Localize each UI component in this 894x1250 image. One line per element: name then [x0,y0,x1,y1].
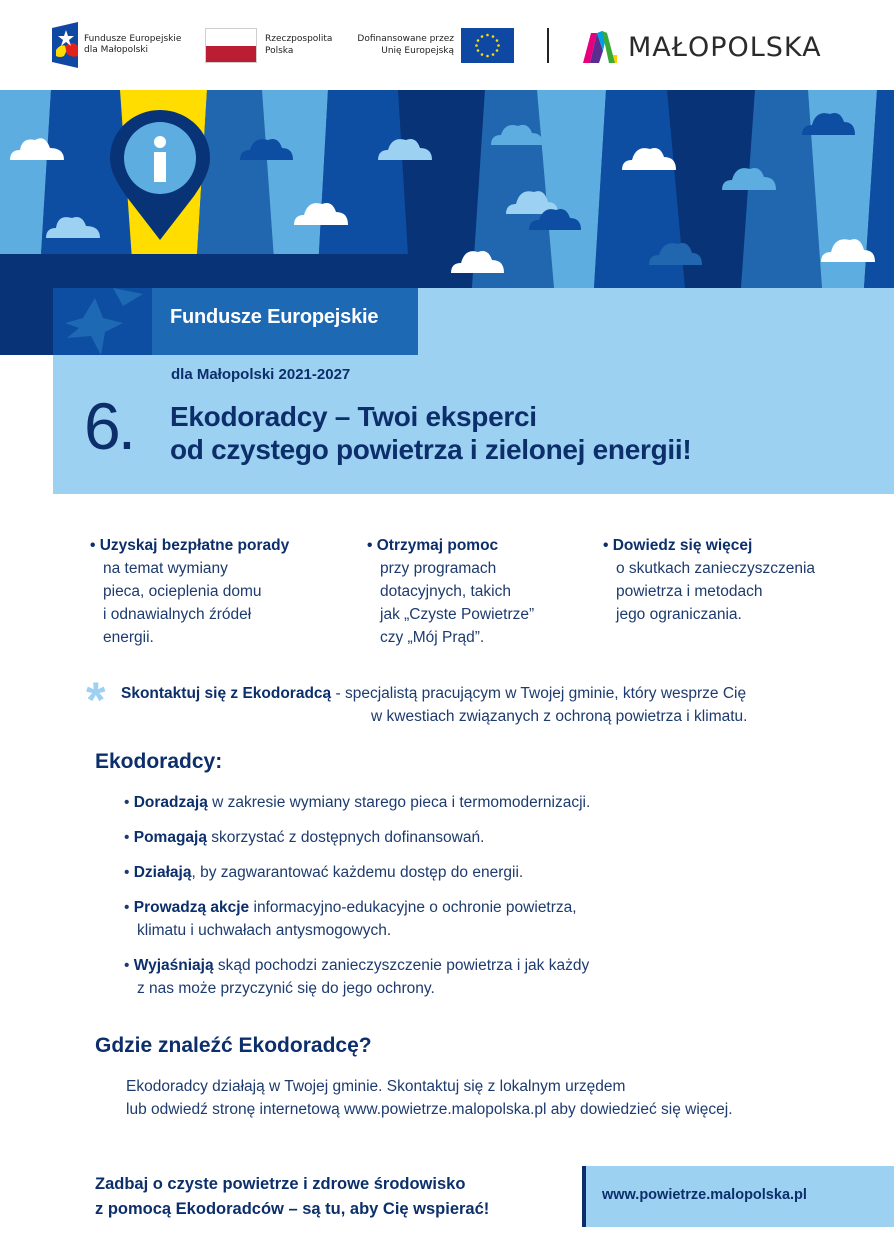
malopolska-logo-icon [583,29,623,63]
eu-funding-text [352,33,454,57]
benefit-line: dotacyjnych, takich [380,583,511,600]
benefit-line: pieca, ocieplenia domu [103,583,262,600]
fe-logo-text [84,34,181,56]
rp-line2: Polska [265,46,294,56]
fe-logo-line1: Fundusze Europejskie [84,34,182,44]
program-subtitle: dla Małopolski 2021-2027 [171,366,351,383]
page-title-line2: od czystego powietrza i zielonej energii! [170,434,692,465]
benefit-line: przy programach [380,560,497,577]
footer-slogan-line1: Zadbaj o czyste powietrze i zdrowe środowisko [95,1175,466,1193]
list-item: • Prowadzą akcje informacyjno-edukacyjne o ochronie powietrza, klimatu i uchwałach antysmogowych. [124,899,577,939]
malopolska-wordmark: MAŁOPOLSKA [628,32,822,63]
benefit-heading: • Dowiedz się więcej [603,537,753,554]
fundusze-europejskie-logo-icon [52,22,78,68]
contact-bold: Skontaktuj się z Ekodoradcą [121,685,332,702]
eu-line2: Unię Europejską [381,46,454,56]
list-item: • Doradzają w zakresie wymiany starego pieca i termomodernizacji. [124,794,591,811]
fe-logo-line2: dla Małopolski [84,45,149,55]
program-title: Fundusze Europejskie [170,306,379,328]
eu-flag-icon [461,28,514,63]
eu-line1: Dofinansowane przez [357,34,454,44]
benefit-line: powietrza i metodach [616,583,763,600]
benefit-line: jak „Czyste Powietrze” [380,606,535,623]
footer-url-link[interactable]: www.powietrze.malopolska.pl [602,1187,807,1203]
list-item: • Działają, by zagwarantować każdemu dostęp do energii. [124,864,524,881]
benefit-line: czy „Mój Prąd”. [380,629,485,646]
footer-slogan [95,1172,575,1222]
leaflet-number: 6. [84,389,134,463]
list-item: • Pomagają skorzystać z dostępnych dofinansowań. [124,829,485,846]
where-text-line2: lub odwiedź stronę internetową www.powietrze.malopolska.pl aby dowiedzieć się więcej. [126,1101,733,1118]
logo-bar [0,0,894,90]
contact-text-line2: w kwestiach związanych z ochroną powietrza i klimatu. [371,708,748,725]
ekodoradcy-heading: Ekodoradcy: [95,750,223,773]
benefit-column-advice [90,534,350,649]
benefit-line: o skutkach zanieczyszczenia [616,560,816,577]
benefit-column-learn [603,534,893,626]
where-text-line1: Ekodoradcy działają w Twojej gminie. Skontaktuj się z lokalnym urzędem [126,1078,626,1095]
rp-line1: Rzeczpospolita [265,34,333,44]
where-heading: Gdzie znaleźć Ekodoradcę? [95,1034,372,1057]
contact-text: - specjalistą pracującym w Twojej gminie, który wesprze Cię [331,685,747,702]
ekodoradcy-list [124,791,684,1012]
asterisk-icon: * [86,672,106,728]
page-title [170,400,691,466]
fe-star-box [53,288,152,355]
eu-stars-graphic-icon [53,288,152,355]
benefit-column-help [367,534,587,649]
page-title-line1: Ekodoradcy – Twoi eksperci [170,401,537,432]
where-text [126,1075,866,1121]
contact-note [121,682,841,728]
benefit-line: i odnawialnych źródeł [103,606,252,623]
polish-flag-icon [205,28,257,63]
list-item: • Wyjaśniają skąd pochodzi zanieczyszczenie powietrza i jak każdy z nas może przyczynić się do jego ochrony. [124,957,590,997]
rp-logo-text [265,33,332,57]
benefit-heading: • Otrzymaj pomoc [367,537,499,554]
logo-divider [547,28,549,63]
benefit-line: energii. [103,629,154,646]
benefit-line: jego ograniczania. [616,606,742,623]
footer-slogan-line2: z pomocą Ekodoradców – są tu, aby Cię wspierać! [95,1200,490,1218]
benefit-line: na temat wymiany [103,560,228,577]
benefit-heading: • Uzyskaj bezpłatne porady [90,537,290,554]
